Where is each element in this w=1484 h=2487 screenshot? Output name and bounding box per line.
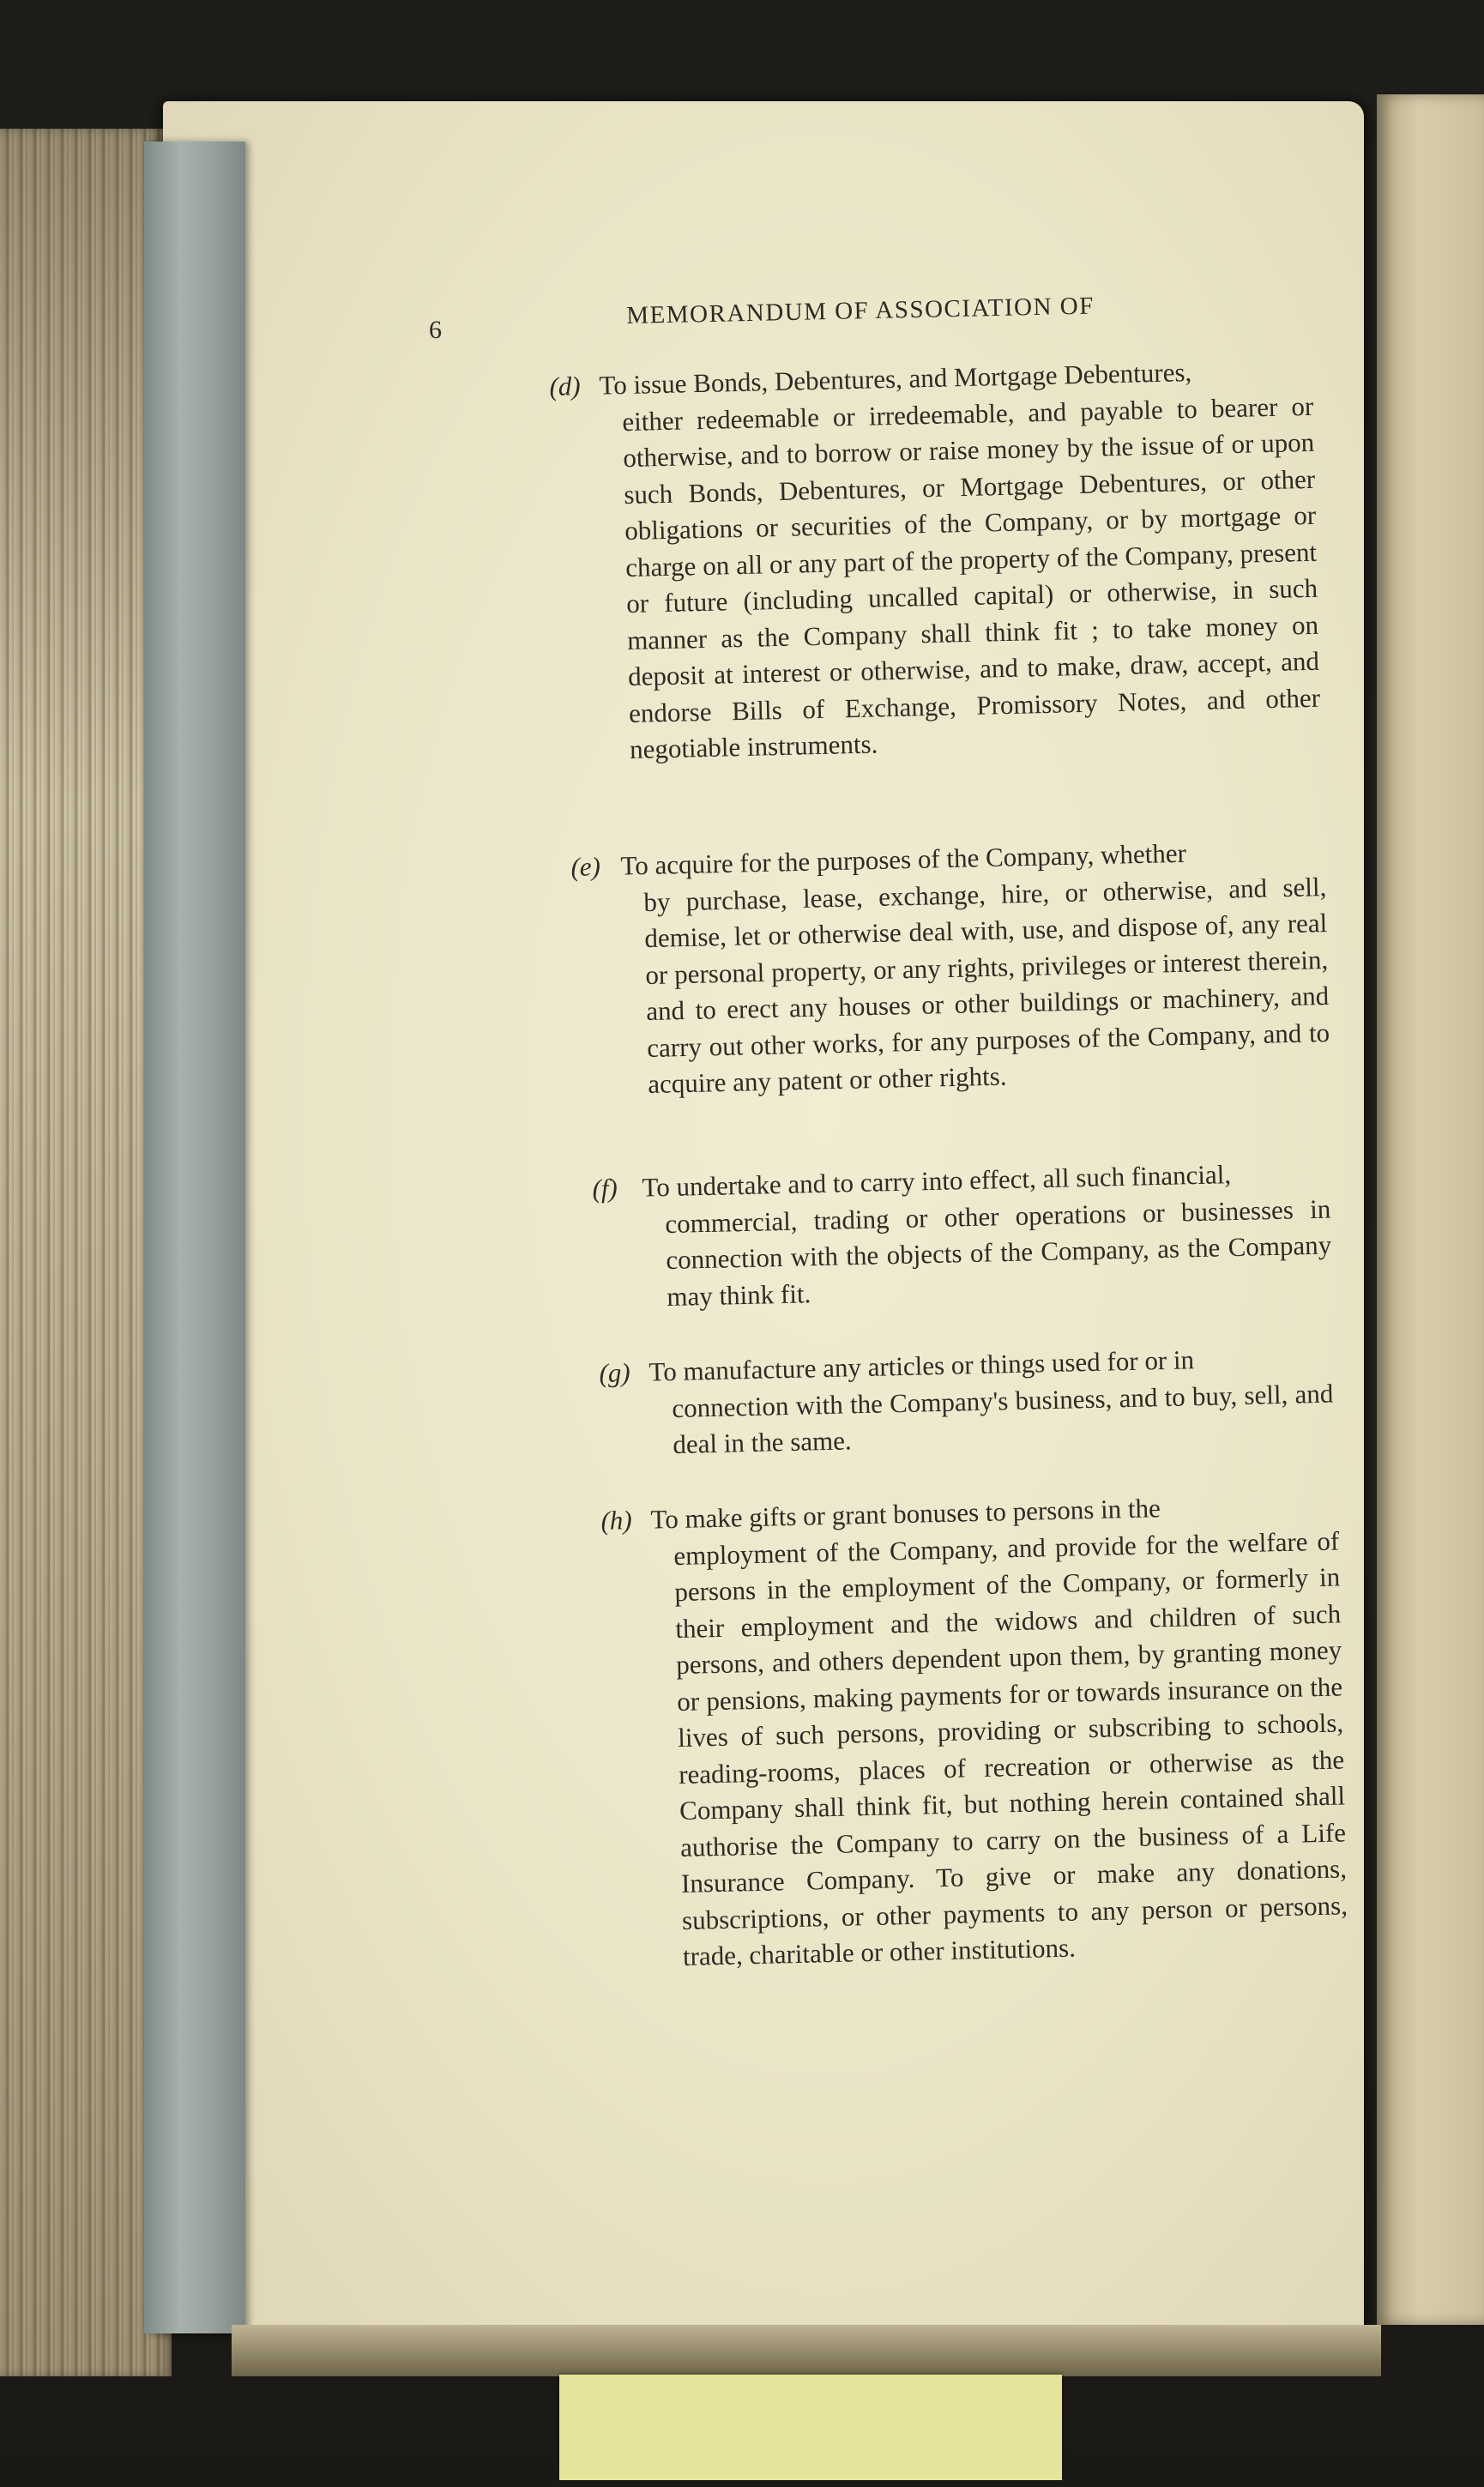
clause-e <box>570 832 1331 1104</box>
clause-label: (h) <box>600 1505 633 1536</box>
clause-first-line: To manufacture any articles or things used for or in <box>648 1344 1195 1387</box>
clause-label: (f) <box>592 1173 618 1204</box>
clause-label: (d) <box>549 371 582 401</box>
binding-strip <box>144 142 245 2333</box>
clause-g <box>599 1339 1335 1465</box>
clause-first-line: To issue Bonds, Debentures, and Mortgage Debentures, <box>599 357 1192 401</box>
clause-first-line: To acquire for the purposes of the Company, whether <box>620 837 1187 881</box>
clause-text: employment of the Company, and provide for the welfare of persons in the employment of the Company, or formerly in their employment and the widows and children of such persons, and others dependent upon them, by granting money or pensions, making payments for or towards insurance on the lives of such persons, providing or subscribing to schools, reading-rooms, places of recreation or otherwise as the Company shall think fit, but nothing herein contained shall authorise the Company to carry on the business of a Life Insurance Company. To give or make any donations, subscriptions, or other payments to any person or persons, trade, charitable or other institutions. <box>673 1524 1348 1971</box>
clause-first-line: To undertake and to carry into effect, all such financial, <box>642 1159 1232 1203</box>
clause-text: either redeemable or irredeemable, and payable to bearer or otherwise, and to borrow or raise money by the issue of or upon such Bonds, Debentures, or Mortgage Debentures, or other obligations or securities of the Company, or by mortgage or charge on all or any part of the property of the Company, present or future (including uncalled capital) or otherwise, in such manner as the Company shall think fit ; to take money on deposit at interest or otherwise, and to make, draw, accept, and endorse Bills of Exchange, Promissory Notes, and other negotiable instruments. <box>622 390 1321 764</box>
page-bottom-edge <box>232 2325 1381 2376</box>
running-head: MEMORANDUM OF ASSOCIATION OF <box>626 292 1095 329</box>
paper-slip <box>559 2375 1062 2480</box>
clause-h <box>600 1486 1348 1977</box>
clause-first-line: To make gifts or grant bonuses to persons in the <box>650 1493 1161 1535</box>
clause-text: connection with the Company's business, and to buy, sell, and deal in the same. <box>672 1378 1334 1460</box>
clause-d <box>549 352 1321 770</box>
page-number: 6 <box>429 316 442 344</box>
clause-text: commercial, trading or other operations or businesses in connection with the objects of the Company, as the Company may think fit. <box>665 1192 1332 1312</box>
facing-page-edge <box>1377 94 1484 2325</box>
clause-text: by purchase, lease, exchange, hire, or otherwise, and sell, demise, let or otherwise deal with, use, and dispose of, any real or personal property, or any rights, privileges or interest therein, and to erect any houses or other buildings or machinery, and carry out other works, for any purposes of the Company, and to acquire any patent or other rights. <box>643 871 1330 1100</box>
clause-f <box>592 1154 1333 1316</box>
clause-label: (e) <box>570 851 601 882</box>
clause-label: (g) <box>599 1357 631 1388</box>
